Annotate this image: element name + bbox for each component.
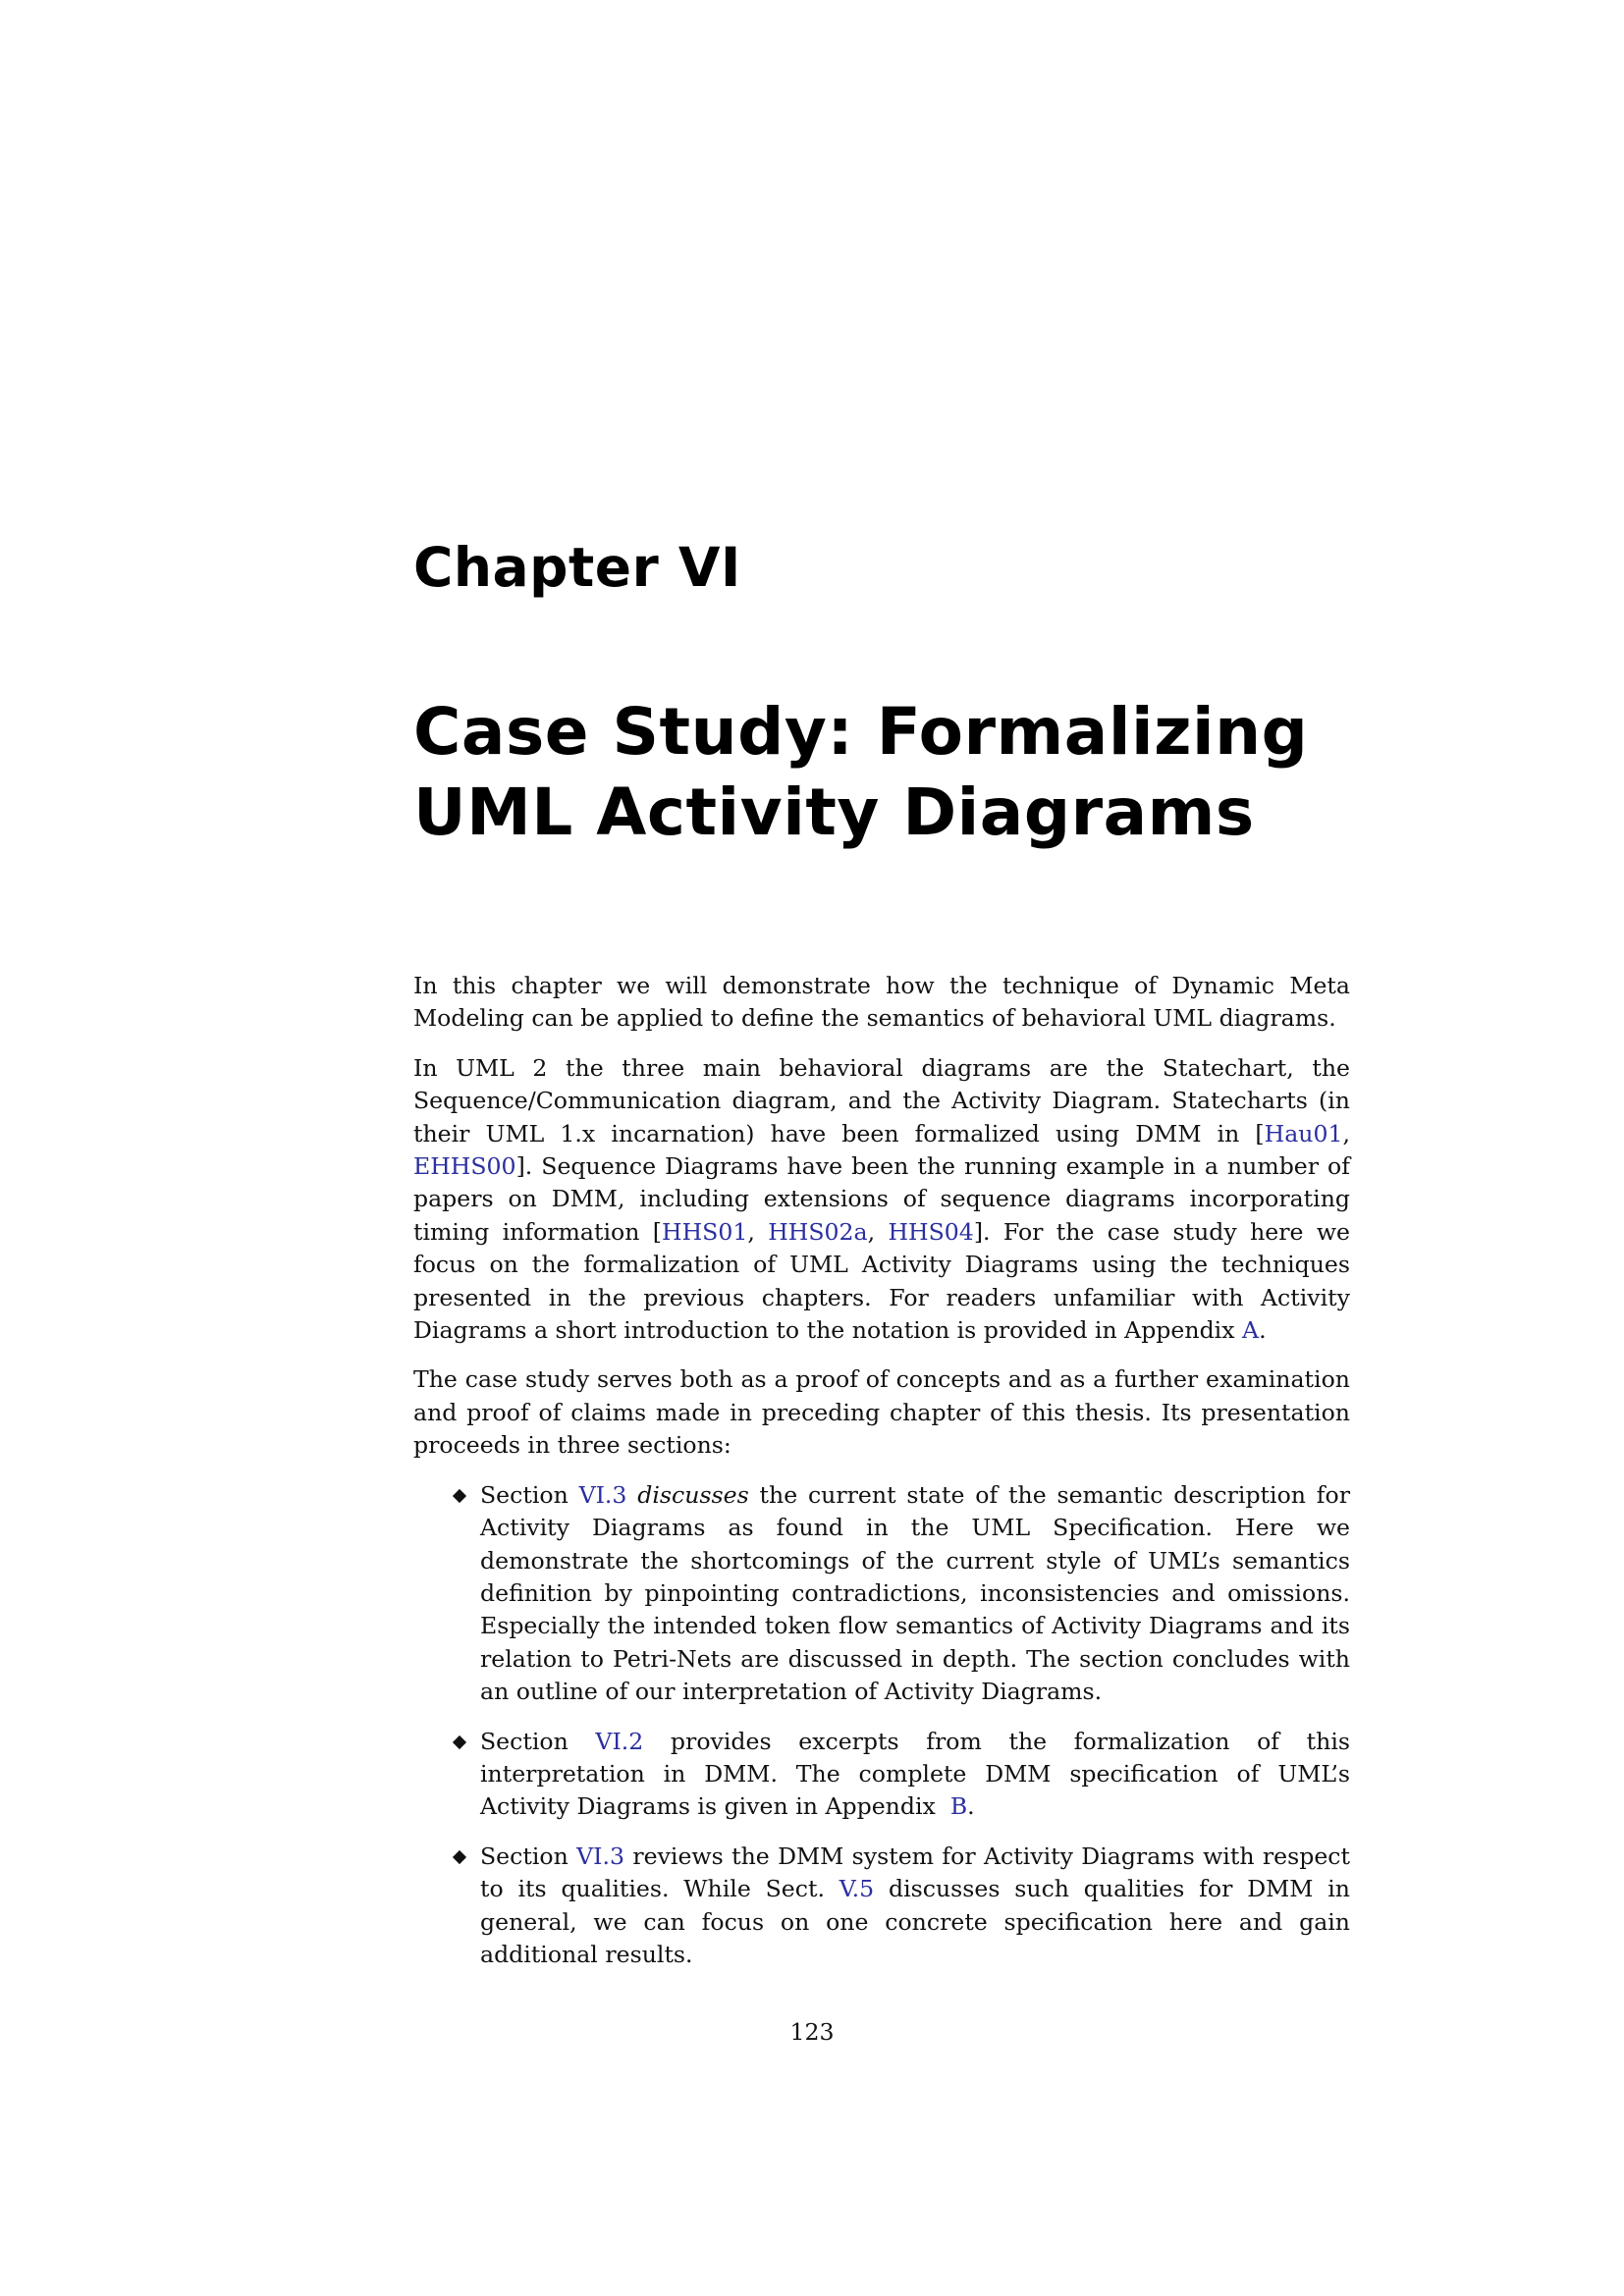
text-run: In UML 2 the three main behavioral diagrams are the Statechart, the Sequence/Communication diagram, and the Activity Diagram. Statecharts (in their UML 1.x incarnation) have been formalized using DMM in [ bbox=[413, 1053, 1350, 1148]
chapter-body bbox=[413, 970, 1358, 1988]
citation-link-hhs02a[interactable]: HHS02a bbox=[768, 1217, 868, 1246]
paragraph-case-study: The case study serves both as a proof of concepts and as a further examination and proof of claims made in preceding chapter of this thesis. Its presentation proceeds in three sections: bbox=[413, 1365, 1350, 1460]
list-item bbox=[413, 1726, 1358, 1824]
text-run: ]. For the case study here we focus on the formalization of UML Activity Diagrams using the techniques presented in the previous chapters. For readers unfamiliar with Activity Diagrams a short introduction to the notation is provided in Appendix bbox=[413, 1217, 1350, 1345]
list-item bbox=[413, 1479, 1350, 1709]
text-run: , bbox=[867, 1217, 889, 1246]
text-run: reviews the DMM system for Activity Diagrams with respect to its qualities. While Sect. bbox=[480, 1842, 1350, 1903]
chapter-label: Chapter VI bbox=[413, 536, 741, 599]
diamond-bullet-icon bbox=[453, 1489, 466, 1503]
page-number: 123 bbox=[789, 2018, 835, 2046]
text-run: Section bbox=[480, 1480, 579, 1509]
text-run: , bbox=[747, 1217, 769, 1246]
text-run: Section bbox=[480, 1727, 596, 1755]
list-item bbox=[413, 1841, 1350, 1972]
paragraph-intro: In this chapter we will demonstrate how the technique of Dynamic Meta Modeling can be applied to define the semantics of behavioral UML diagrams. bbox=[413, 972, 1350, 1033]
text-run: . bbox=[967, 1792, 975, 1821]
chapter-title: Case Study: Formalizing UML Activity Diagrams bbox=[413, 694, 1309, 850]
text-run: , bbox=[1342, 1119, 1350, 1148]
text-run: ]. Sequence Diagrams have been the running example in a number of papers on DMM, including extensions of sequence diagrams incorporating timing information [ bbox=[413, 1152, 1350, 1246]
emphasis-text: discusses bbox=[637, 1480, 749, 1509]
citation-link-hhs01[interactable]: HHS01 bbox=[662, 1217, 748, 1246]
text-run: Section bbox=[480, 1842, 577, 1870]
section-link-vi3-review[interactable]: VI.3 bbox=[576, 1842, 624, 1870]
appendix-link-b[interactable]: B bbox=[949, 1792, 968, 1821]
appendix-link-a[interactable]: A bbox=[1242, 1316, 1260, 1345]
section-overview-list bbox=[413, 1479, 1358, 1972]
section-link-vi3[interactable]: VI.3 bbox=[578, 1480, 627, 1509]
citation-link-hhs04[interactable]: HHS04 bbox=[888, 1217, 974, 1246]
citation-link-hau01[interactable]: Hau01 bbox=[1264, 1119, 1343, 1148]
text-run: discusses such qualities for DMM in general, we can focus on one concrete specification here and gain additional results. bbox=[480, 1875, 1350, 1968]
diamond-bullet-icon bbox=[453, 1735, 466, 1748]
paragraph-behavioral-diagrams bbox=[413, 1052, 1350, 1348]
citation-link-ehhs00[interactable]: EHHS00 bbox=[413, 1152, 516, 1181]
section-link-v5[interactable]: V.5 bbox=[839, 1875, 875, 1903]
text-run: provides excerpts from the formalization of this interpretation in DMM. The complete DMM specification of UML’s Activity Diagrams is given in Appendix bbox=[480, 1727, 1358, 1821]
section-link-vi2[interactable]: VI.2 bbox=[595, 1727, 644, 1755]
text-run: . bbox=[1259, 1316, 1267, 1345]
diamond-bullet-icon bbox=[453, 1850, 466, 1864]
text-run: the current state of the semantic description for Activity Diagrams as found in the UML Specification. Here we demonstrate the shortcomings of the current style of UML’s semantics definition by pinpointing contradictions, inconsistencies and omissions. Especially the intended token flow semantics of Activity Diagrams and its relation to Petri-Nets are discussed in depth. The section concludes with an outline of our interpretation of Activity Diagrams. bbox=[480, 1480, 1350, 1706]
